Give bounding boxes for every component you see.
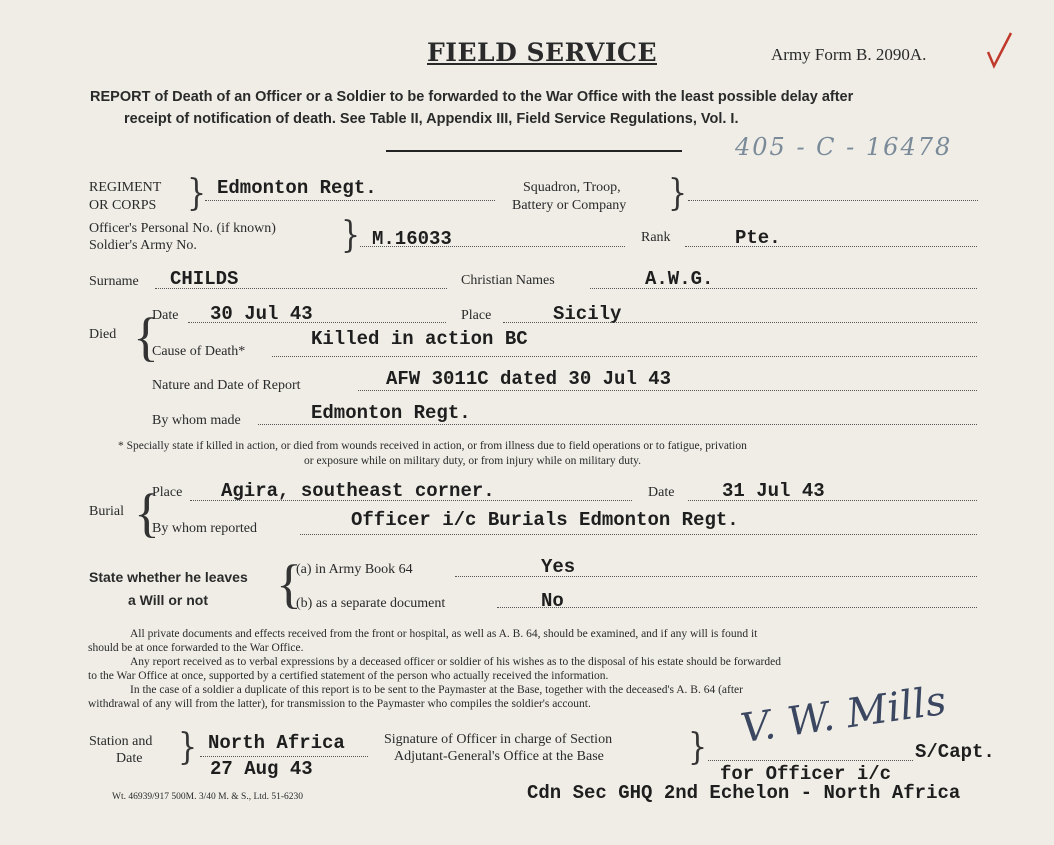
brace: { <box>134 483 160 543</box>
death-date-value: 30 Jul 43 <box>210 303 313 325</box>
rank-value: Pte. <box>735 227 781 249</box>
label: Place <box>461 308 492 323</box>
label: (b) as a separate document <box>296 596 446 611</box>
will-separate-value: No <box>541 590 564 612</box>
burial-place-value: Agira, southeast corner. <box>221 480 495 502</box>
label: Christian Names <box>461 273 555 288</box>
label: Date <box>648 485 675 500</box>
will-army-book-value: Yes <box>541 556 576 578</box>
label: Date <box>116 751 143 766</box>
signature-line: for Officer i/c <box>720 763 892 785</box>
army-number-value: M.16033 <box>372 228 452 250</box>
note: to the War Office at once, supported by a certified statement of the person who actually received the information. <box>88 670 609 682</box>
note: should be at once forwarded to the War Office. <box>88 642 304 654</box>
label: Station and <box>89 734 153 749</box>
label: Adjutant-General's Office at the Base <box>394 749 604 764</box>
note: Any report received as to verbal expressions by a deceased officer or soldier of his wishes as to the disposal of his estate should be forwarded <box>130 656 781 668</box>
label: Signature of Officer in charge of Section <box>384 732 613 747</box>
label: Date <box>152 308 179 323</box>
signature: V. W. Mills <box>737 677 949 753</box>
brace: } <box>178 726 198 769</box>
station-value: North Africa <box>208 732 345 754</box>
label: Soldier's Army No. <box>89 238 197 253</box>
brace: } <box>668 172 688 215</box>
note: In the case of a soldier a duplicate of this report is to be sent to the Paymaster at the Base, together with the deceased's A. B. 64 (after <box>130 684 743 696</box>
note: All private documents and effects received from the front or hospital, as well as A. B. 64, should be examined, and if any will is found it <box>130 628 758 640</box>
brace: } <box>187 172 207 215</box>
brace: { <box>133 307 159 367</box>
label: a Will or not <box>128 592 208 608</box>
label: Officer's Personal No. (if known) <box>89 221 276 236</box>
label: Surname <box>89 274 139 289</box>
label: By whom reported <box>152 521 257 536</box>
cause-value: Killed in action BC <box>311 328 528 350</box>
christian-names-value: A.W.G. <box>645 268 714 290</box>
burial-reported-value: Officer i/c Burials Edmonton Regt. <box>351 509 739 531</box>
regiment-value: Edmonton Regt. <box>217 177 377 199</box>
label: State whether he leaves <box>89 569 248 585</box>
label: (a) in Army Book 64 <box>296 562 413 577</box>
subtitle: REPORT of Death of an Officer or a Soldier to be forwarded to the War Office with the least possible delay after <box>90 89 854 105</box>
label: Squadron, Troop, <box>523 180 621 195</box>
label: Place <box>152 485 183 500</box>
report-value: AFW 3011C dated 30 Jul 43 <box>386 368 672 390</box>
checkmark-icon <box>985 30 1015 70</box>
label: Burial <box>89 504 124 519</box>
signature-rank: S/Capt. <box>915 741 995 763</box>
label: Battery or Company <box>512 198 627 213</box>
brace: { <box>276 554 302 614</box>
death-place-value: Sicily <box>553 303 622 325</box>
footnote: or exposure while on military duty, or from injury while on military duty. <box>304 455 642 467</box>
brace: } <box>688 726 708 769</box>
signature-line: Cdn Sec GHQ 2nd Echelon - North Africa <box>527 782 961 804</box>
label: OR CORPS <box>89 198 157 213</box>
station-date-value: 27 Aug 43 <box>210 758 313 780</box>
handwritten-reference: 405 - C - 16478 <box>735 133 953 161</box>
label: Died <box>89 327 117 342</box>
note: withdrawal of any will from the latter), for transmission to the Paymaster who compiles the soldier's account. <box>88 698 591 710</box>
by-whom-value: Edmonton Regt. <box>311 402 471 424</box>
label: Nature and Date of Report <box>152 378 301 393</box>
label: By whom made <box>152 413 241 428</box>
label: REGIMENT <box>89 180 162 195</box>
divider <box>386 150 682 152</box>
footnote: * Specially state if killed in action, or died from wounds received in action, or from illness due to field operations or to fatigue, privation <box>118 440 747 452</box>
subtitle: receipt of notification of death. See Table II, Appendix III, Field Service Regulations, Vol. I. <box>124 111 739 127</box>
burial-date-value: 31 Jul 43 <box>722 480 825 502</box>
brace: } <box>341 214 361 257</box>
form-number: Army Form B. 2090A. <box>771 45 927 64</box>
label: Cause of Death* <box>152 344 246 359</box>
form-title: FIELD SERVICE <box>427 38 657 67</box>
printer-imprint: Wt. 46939/917 500M. 3/40 M. & S., Ltd. 51-6230 <box>112 792 304 802</box>
surname-value: CHILDS <box>170 268 239 290</box>
label: Rank <box>641 230 671 245</box>
